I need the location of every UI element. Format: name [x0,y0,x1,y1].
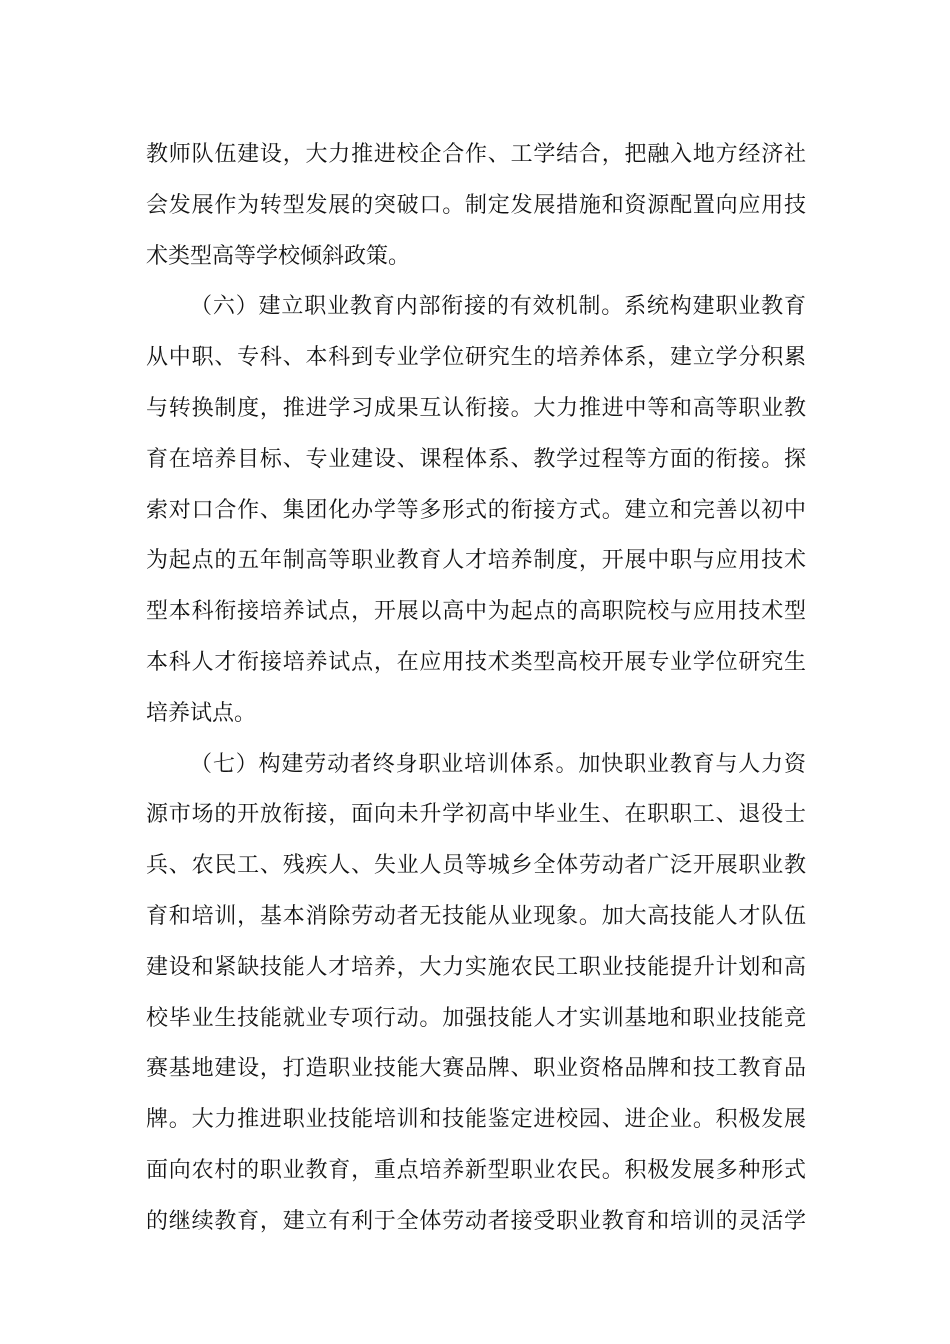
paragraph-continued [146,130,806,282]
text-line: 建设和紧缺技能人才培养，大力实施农民工职业技能提升计划和高 [146,954,806,980]
text-line: 为起点的五年制高等职业教育人才培养制度，开展中职与应用技术 [146,548,806,574]
text-line: 术类型高等学校倾斜政策。 [146,243,411,269]
text-line: 的继续教育，建立有利于全体劳动者接受职业教育和培训的灵活学 [146,1208,806,1234]
document-page [146,130,806,1248]
text-line: 育在培养目标、专业建设、课程体系、教学过程等方面的衔接。探 [146,446,806,472]
text-line: 牌。大力推进职业技能培训和技能鉴定进校园、进企业。积极发展 [146,1107,806,1133]
text-line: 赛基地建设，打造职业技能大赛品牌、职业资格品牌和技工教育品 [146,1056,806,1082]
paragraph-seven [146,740,806,1248]
text-line: 从中职、专科、本科到专业学位研究生的培养体系，建立学分积累 [146,345,806,371]
text-line: 兵、农民工、残疾人、失业人员等城乡全体劳动者广泛开展职业教 [146,853,806,879]
text-line: 育和培训，基本消除劳动者无技能从业现象。加大高技能人才队伍 [146,903,806,929]
text-line: 面向农村的职业教育，重点培养新型职业农民。积极发展多种形式 [146,1157,806,1183]
text-line: （七）构建劳动者终身职业培训体系。加快职业教育与人力资 [190,751,806,777]
text-line: 索对口合作、集团化办学等多形式的衔接方式。建立和完善以初中 [146,497,806,523]
text-line: （六）建立职业教育内部衔接的有效机制。系统构建职业教育 [190,294,806,320]
paragraph-six [146,282,806,739]
text-line: 与转换制度，推进学习成果互认衔接。大力推进中等和高等职业教 [146,395,806,421]
text-line: 型本科衔接培养试点，开展以高中为起点的高职院校与应用技术型 [146,599,806,625]
text-line: 培养试点。 [146,700,257,726]
text-line: 本科人才衔接培养试点，在应用技术类型高校开展专业学位研究生 [146,649,806,675]
text-line: 会发展作为转型发展的突破口。制定发展措施和资源配置向应用技 [146,192,806,218]
text-line: 校毕业生技能就业专项行动。加强技能人才实训基地和职业技能竞 [146,1005,806,1031]
text-line: 源市场的开放衔接，面向未升学初高中毕业生、在职职工、退役士 [146,802,806,828]
text-line: 教师队伍建设，大力推进校企合作、工学结合，把融入地方经济社 [146,142,806,167]
